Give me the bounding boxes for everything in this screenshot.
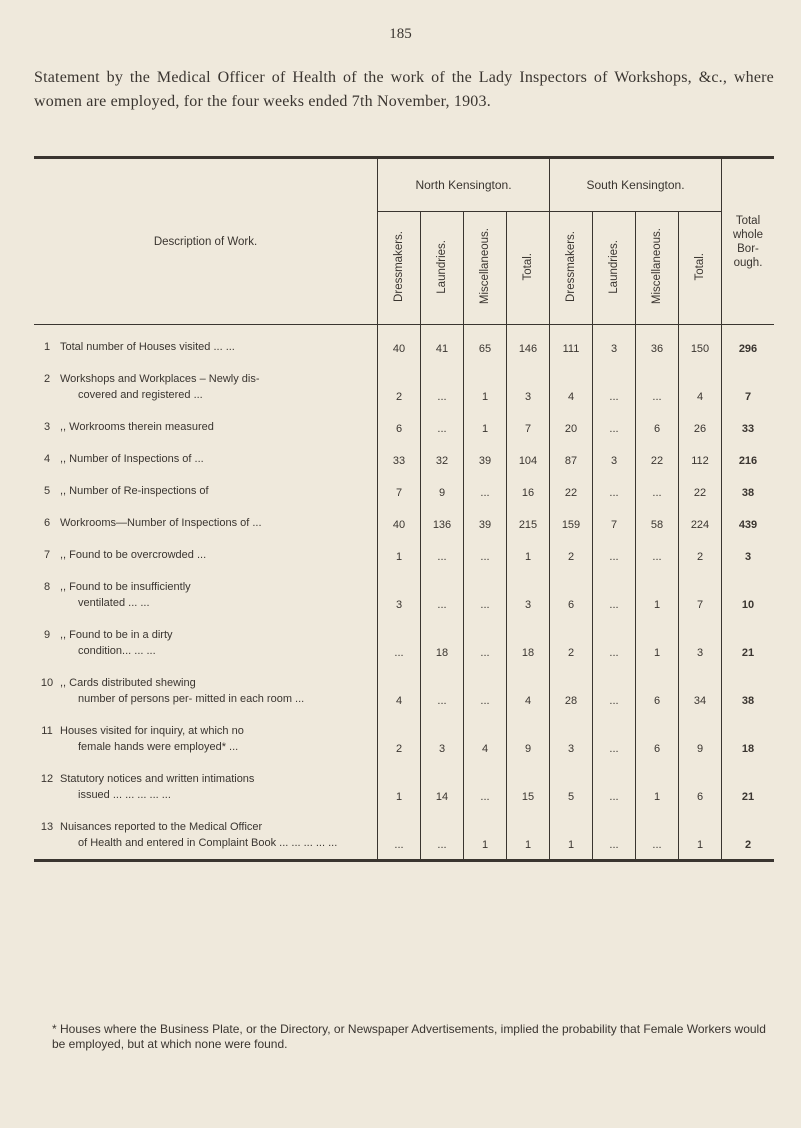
south-laundries-cell: ...	[593, 713, 636, 761]
south-total-cell: 22	[679, 473, 722, 505]
north-dressmakers-cell: 33	[378, 441, 421, 473]
north-miscellaneous-cell: ...	[464, 761, 507, 809]
row-description-continuation: of Health and entered in Complaint Book ... ... ... ... ...	[78, 837, 338, 849]
total-borough-header: Total whole Bor- ough.	[722, 158, 775, 325]
north-laundries-cell: ...	[421, 809, 464, 861]
north-miscellaneous-cell: 39	[464, 441, 507, 473]
row-description-text: ,, Found to be insufficiently	[60, 581, 191, 593]
north-total-cell: 1	[507, 537, 550, 569]
south-miscellaneous-cell: 6	[636, 409, 679, 441]
row-description-text: ,, Found to be overcrowded ...	[60, 549, 207, 561]
south-dressmakers-cell: 111	[550, 325, 593, 362]
south-total-header: Total.	[679, 212, 722, 325]
south-laundries-cell: ...	[593, 473, 636, 505]
south-miscellaneous-header: Miscellaneous.	[636, 212, 679, 325]
south-laundries-cell: 3	[593, 441, 636, 473]
south-dressmakers-header: Dressmakers.	[550, 212, 593, 325]
north-miscellaneous-cell: ...	[464, 665, 507, 713]
south-laundries-cell: ...	[593, 665, 636, 713]
row-description	[34, 505, 378, 537]
footnote: * Houses where the Business Plate, or the Directory, or Newspaper Advertisements, implied the probability that Female Workers would be employed, but at which none were found.	[52, 1022, 766, 1051]
south-total-cell: 9	[679, 713, 722, 761]
south-laundries-cell: ...	[593, 761, 636, 809]
south-total-cell: 34	[679, 665, 722, 713]
north-laundries-cell: ...	[421, 537, 464, 569]
north-dressmakers-cell: 3	[378, 569, 421, 617]
north-dressmakers-cell: 40	[378, 505, 421, 537]
row-description-continuation: number of persons per- mitted in each room ...	[78, 693, 305, 705]
row-description	[34, 569, 378, 617]
table-row	[34, 713, 774, 761]
south-laundries-cell: ...	[593, 809, 636, 861]
table-body	[34, 325, 774, 861]
north-total-cell: 15	[507, 761, 550, 809]
north-miscellaneous-cell: 1	[464, 809, 507, 861]
table-row	[34, 761, 774, 809]
south-total-cell: 6	[679, 761, 722, 809]
row-description-text: ,, Workrooms therein measured	[60, 421, 214, 433]
borough-total-cell: 216	[738, 455, 758, 467]
table-row	[34, 361, 774, 409]
row-description-text: ,, Cards distributed shewing	[60, 677, 196, 689]
north-laundries-cell: 9	[421, 473, 464, 505]
row-description	[34, 713, 378, 761]
table-row	[34, 505, 774, 537]
south-dressmakers-cell: 22	[550, 473, 593, 505]
north-total-header: Total.	[507, 212, 550, 325]
south-laundries-cell: ...	[593, 537, 636, 569]
south-dressmakers-cell: 2	[550, 617, 593, 665]
south-laundries-header: Laundries.	[593, 212, 636, 325]
north-miscellaneous-cell: 39	[464, 505, 507, 537]
borough-total-cell: 439	[738, 519, 758, 531]
south-laundries-cell: ...	[593, 409, 636, 441]
north-dressmakers-cell: 1	[378, 537, 421, 569]
south-dressmakers-cell: 2	[550, 537, 593, 569]
row-description-text: Nuisances reported to the Medical Officer	[60, 821, 263, 833]
south-miscellaneous-cell: ...	[636, 361, 679, 409]
row-description-continuation: female hands were employed* ...	[78, 741, 239, 753]
north-miscellaneous-cell: 1	[464, 409, 507, 441]
south-laundries-cell: ...	[593, 569, 636, 617]
south-dressmakers-cell: 1	[550, 809, 593, 861]
south-dressmakers-cell: 5	[550, 761, 593, 809]
north-total-cell: 7	[507, 409, 550, 441]
north-total-cell: 146	[507, 325, 550, 362]
north-dressmakers-cell: ...	[378, 617, 421, 665]
north-total-cell: 3	[507, 569, 550, 617]
row-description-text: Total number of Houses visited ... ...	[60, 341, 235, 353]
north-total-cell: 104	[507, 441, 550, 473]
row-number: 1	[43, 341, 51, 353]
south-total-cell: 4	[679, 361, 722, 409]
borough-total-cell: 296	[738, 343, 758, 355]
row-description-continuation: condition... ... ...	[78, 645, 156, 657]
south-total-cell: 3	[679, 617, 722, 665]
north-total-cell: 16	[507, 473, 550, 505]
south-miscellaneous-cell: 6	[636, 665, 679, 713]
row-number: 7	[43, 549, 51, 561]
row-description	[34, 617, 378, 665]
south-kensington-header: South Kensington.	[550, 158, 722, 212]
row-description-continuation: issued ... ... ... ... ...	[78, 789, 171, 801]
south-dressmakers-cell: 6	[550, 569, 593, 617]
row-description	[34, 761, 378, 809]
north-dressmakers-cell: 2	[378, 361, 421, 409]
row-description-text: ,, Number of Re-inspections of	[60, 485, 209, 497]
borough-total-cell: 21	[741, 647, 755, 659]
north-miscellaneous-cell: 65	[464, 325, 507, 362]
row-number: 9	[43, 629, 51, 641]
north-miscellaneous-cell: 4	[464, 713, 507, 761]
north-dressmakers-header: Dressmakers.	[378, 212, 421, 325]
south-dressmakers-cell: 159	[550, 505, 593, 537]
north-miscellaneous-cell: ...	[464, 569, 507, 617]
north-laundries-cell: 32	[421, 441, 464, 473]
south-laundries-cell: ...	[593, 361, 636, 409]
row-description	[34, 665, 378, 713]
south-total-cell: 150	[679, 325, 722, 362]
north-miscellaneous-cell: ...	[464, 537, 507, 569]
north-total-cell: 18	[507, 617, 550, 665]
south-miscellaneous-cell: ...	[636, 473, 679, 505]
table-row	[34, 617, 774, 665]
north-total-cell: 9	[507, 713, 550, 761]
south-total-cell: 26	[679, 409, 722, 441]
row-number: 2	[43, 373, 51, 385]
row-description	[34, 473, 378, 505]
borough-total-cell: 18	[741, 743, 755, 755]
south-miscellaneous-cell: ...	[636, 537, 679, 569]
row-description-text: ,, Number of Inspections of ...	[60, 453, 204, 465]
north-laundries-cell: 14	[421, 761, 464, 809]
south-total-cell: 224	[679, 505, 722, 537]
row-description-continuation: covered and registered ...	[78, 389, 203, 401]
south-dressmakers-cell: 28	[550, 665, 593, 713]
south-dressmakers-cell: 87	[550, 441, 593, 473]
north-laundries-header: Laundries.	[421, 212, 464, 325]
north-total-cell: 1	[507, 809, 550, 861]
south-laundries-cell: 7	[593, 505, 636, 537]
row-number: 11	[41, 725, 53, 737]
description-header: Description of Work.	[34, 158, 378, 325]
borough-total-cell: 21	[741, 791, 755, 803]
borough-total-cell: 38	[741, 487, 755, 499]
north-total-cell: 215	[507, 505, 550, 537]
row-number: 3	[43, 421, 51, 433]
south-dressmakers-cell: 4	[550, 361, 593, 409]
table-row	[34, 569, 774, 617]
south-miscellaneous-cell: 22	[636, 441, 679, 473]
south-miscellaneous-cell: 36	[636, 325, 679, 362]
row-number: 12	[40, 773, 54, 785]
row-number: 13	[40, 821, 54, 833]
row-number: 6	[43, 517, 51, 529]
row-description-text: Workshops and Workplaces – Newly dis-	[60, 373, 260, 385]
north-dressmakers-cell: 1	[378, 761, 421, 809]
row-number: 10	[40, 677, 54, 689]
north-dressmakers-cell: 4	[378, 665, 421, 713]
borough-total-cell: 3	[744, 551, 752, 563]
borough-total-cell: 10	[741, 599, 755, 611]
table-row	[34, 665, 774, 713]
south-dressmakers-cell: 3	[550, 713, 593, 761]
south-total-cell: 1	[679, 809, 722, 861]
row-description	[34, 441, 378, 473]
south-total-cell: 7	[679, 569, 722, 617]
south-miscellaneous-cell: ...	[636, 809, 679, 861]
borough-total-cell: 33	[741, 423, 755, 435]
north-laundries-cell: 3	[421, 713, 464, 761]
table-row	[34, 809, 774, 861]
row-description-text: Houses visited for inquiry, at which no	[60, 725, 244, 737]
row-number: 5	[43, 485, 51, 497]
south-miscellaneous-cell: 58	[636, 505, 679, 537]
row-description	[34, 537, 378, 569]
north-laundries-cell: 18	[421, 617, 464, 665]
south-laundries-cell: 3	[593, 325, 636, 362]
north-total-cell: 4	[507, 665, 550, 713]
row-description	[34, 325, 378, 362]
north-dressmakers-cell: 7	[378, 473, 421, 505]
south-miscellaneous-cell: 1	[636, 569, 679, 617]
north-miscellaneous-cell: ...	[464, 617, 507, 665]
north-miscellaneous-header: Miscellaneous.	[464, 212, 507, 325]
row-description-text: ,, Found to be in a dirty	[60, 629, 173, 641]
north-laundries-cell: ...	[421, 361, 464, 409]
north-laundries-cell: ...	[421, 665, 464, 713]
south-laundries-cell: ...	[593, 617, 636, 665]
borough-total-cell: 7	[744, 391, 752, 403]
north-laundries-cell: ...	[421, 409, 464, 441]
row-description-continuation: ventilated ... ...	[78, 597, 150, 609]
page-number: 185	[389, 26, 412, 42]
north-laundries-cell: ...	[421, 569, 464, 617]
row-description	[34, 361, 378, 409]
north-miscellaneous-cell: 1	[464, 361, 507, 409]
south-miscellaneous-cell: 1	[636, 617, 679, 665]
table-row	[34, 473, 774, 505]
row-number: 4	[43, 453, 51, 465]
north-dressmakers-cell: 2	[378, 713, 421, 761]
north-laundries-cell: 136	[421, 505, 464, 537]
table-row	[34, 537, 774, 569]
north-miscellaneous-cell: ...	[464, 473, 507, 505]
table-row	[34, 325, 774, 362]
row-number: 8	[43, 581, 51, 593]
row-description-text: Workrooms—Number of Inspections of ...	[60, 517, 262, 529]
borough-total-cell: 38	[741, 695, 755, 707]
row-description	[34, 809, 378, 861]
south-dressmakers-cell: 20	[550, 409, 593, 441]
intro-paragraph: Statement by the Medical Officer of Health of the work of the Lady Inspectors of Workshops, &c., where women are employed, for the four weeks ended 7th November, 1903.	[34, 69, 774, 110]
north-dressmakers-cell: 40	[378, 325, 421, 362]
south-total-cell: 112	[679, 441, 722, 473]
north-kensington-header: North Kensington.	[378, 158, 550, 212]
south-miscellaneous-cell: 1	[636, 761, 679, 809]
south-total-cell: 2	[679, 537, 722, 569]
table-row	[34, 441, 774, 473]
borough-total-cell: 2	[744, 839, 752, 851]
row-description	[34, 409, 378, 441]
inspection-table	[34, 156, 774, 862]
north-total-cell: 3	[507, 361, 550, 409]
table-row	[34, 409, 774, 441]
south-miscellaneous-cell: 6	[636, 713, 679, 761]
row-description-text: Statutory notices and written intimations	[60, 773, 255, 785]
north-laundries-cell: 41	[421, 325, 464, 362]
north-dressmakers-cell: 6	[378, 409, 421, 441]
north-dressmakers-cell: ...	[378, 809, 421, 861]
